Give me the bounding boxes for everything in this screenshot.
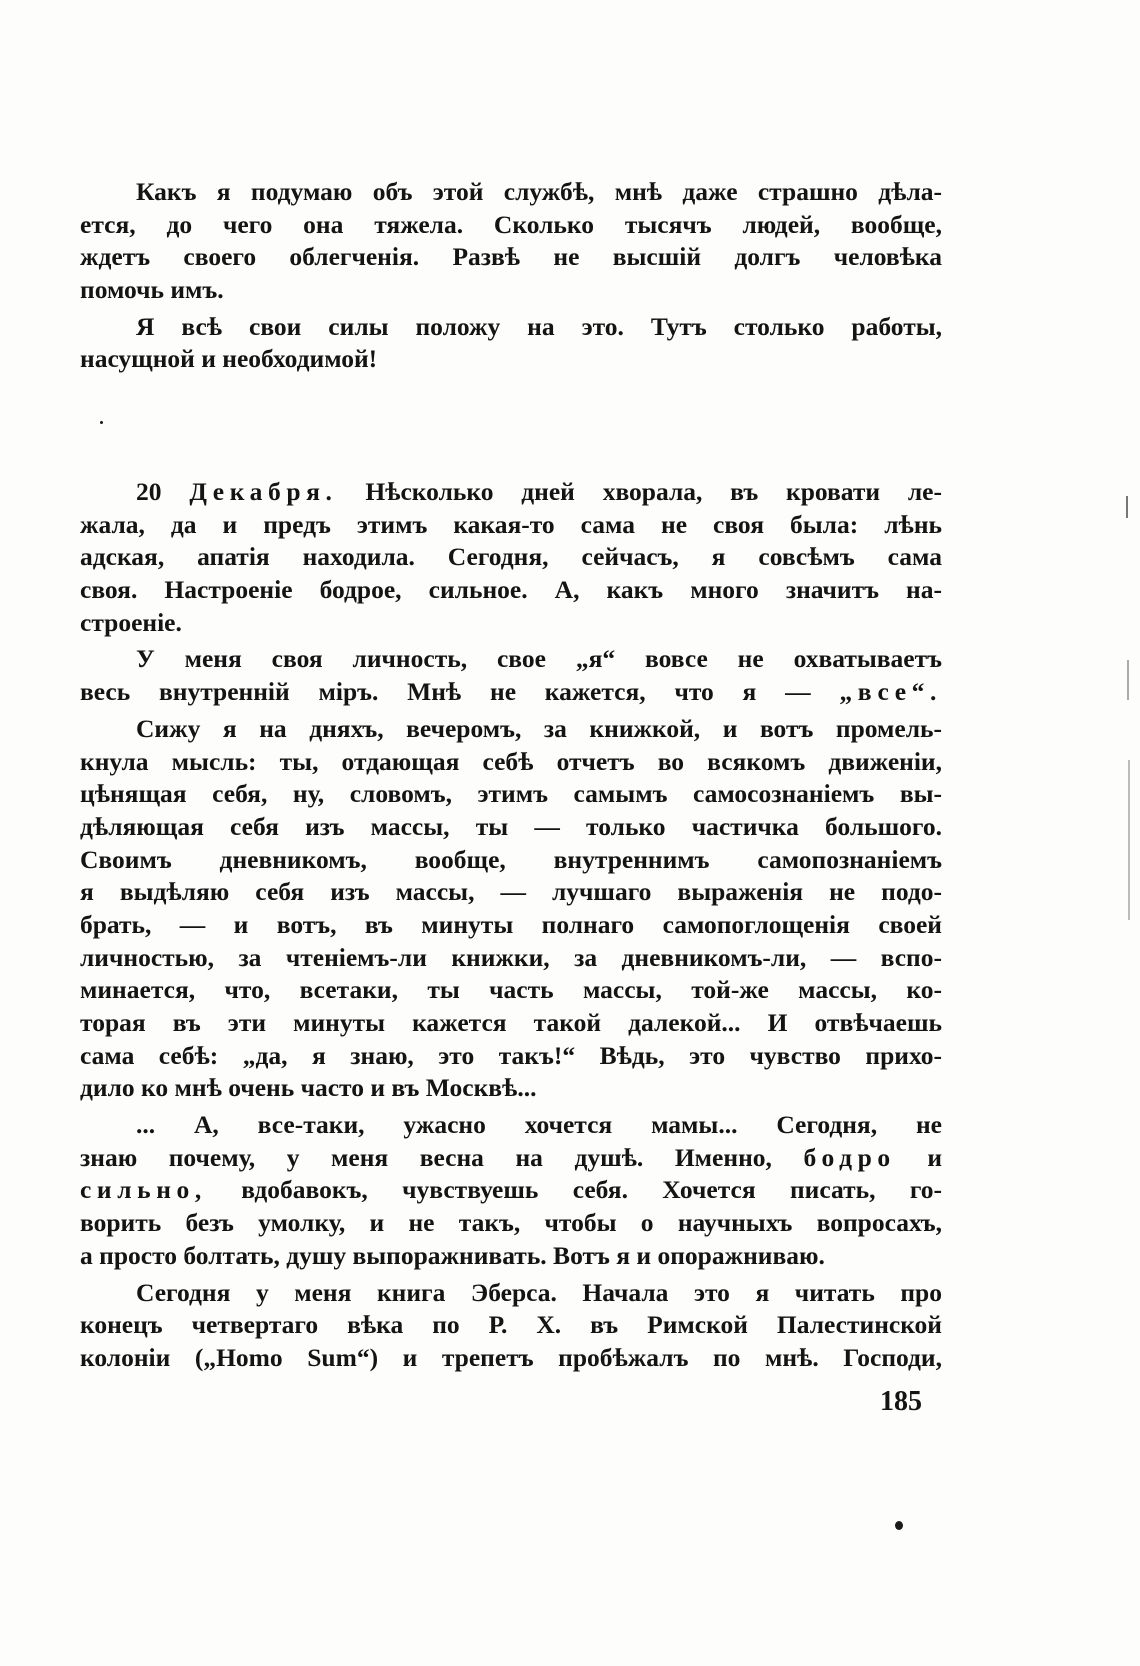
text-line: У меня своя личность, свое „я“ вовсе не охватываетъ [136, 644, 942, 674]
emphasized-word: сильно, [80, 1175, 207, 1205]
text-line: строеніе. [80, 607, 182, 637]
text-line-vse [80, 676, 942, 709]
diary-entry-december-20 [80, 476, 942, 1375]
scan-edge-mark [1128, 760, 1130, 920]
text-line: ется, до чего она тяжела. Сколько тысячъ людей, вообще, [80, 209, 942, 239]
text-line: а просто болтать, душу выпоражнивать. Вотъ я и опоражниваю. [80, 1240, 825, 1270]
text-line: Какъ я подумаю объ этой службѣ, мнѣ даже страшно дѣла- [136, 177, 942, 206]
text-line: Сегодня у меня книга Эберса. Начала это я читать про [136, 1277, 942, 1307]
text-fragment: вдобавокъ, чувствуешь себя. Хочется писать, го- [241, 1175, 943, 1205]
page-number: 185 [880, 1386, 922, 1417]
text-fragment: и [927, 1142, 943, 1172]
emphasized-word: бодро [803, 1142, 896, 1172]
text-line: ждетъ своего облегченія. Развѣ не высшій долгъ человѣка [80, 242, 942, 272]
text-line: сама себѣ: „да, я знаю, это такъ!“ Вѣдь, это чувство прихо- [80, 1040, 942, 1070]
text-line: личностью, за чтеніемъ-ли книжки, за дневникомъ-ли, — вспо- [80, 942, 942, 972]
text-line: цѣнящая себя, ну, словомъ, этимъ самымъ самосознаніемъ вы- [80, 779, 942, 809]
text-line: помочь имъ. [80, 275, 224, 305]
text-line: Своимъ дневникомъ, вообще, внутреннимъ самопознаніемъ [80, 844, 942, 874]
text-line: брать, — и вотъ, въ минуты полнаго самопоглощенія своей [80, 909, 942, 939]
entry-first-line-text: Нѣсколько дней хворала, въ кровати ле- [365, 477, 942, 506]
text-line: дѣляющая себя изъ массы, ты — только частичка большого. [80, 811, 942, 841]
text-fragment: весь внутренній міръ. Мнѣ не кажется, что я — [80, 677, 811, 707]
text-line: насущной и необходимой! [80, 344, 378, 374]
scan-edge-mark [1126, 496, 1128, 518]
text-line: дило ко мнѣ очень часто и въ Москвѣ... [80, 1073, 537, 1103]
text-line: своя. Настроеніе бодрое, сильное. А, какъ много значитъ на- [80, 575, 942, 605]
text-line: Сижу я на дняхъ, вечеромъ, за книжкой, и вотъ промель- [136, 713, 942, 743]
entry-date: 20 [136, 477, 162, 506]
scan-edge-mark [1127, 660, 1129, 700]
emphasized-word: „все“. [839, 677, 943, 707]
text-line: торая въ эти минуты кажется такой далекой... И отвѣчаешь [80, 1008, 942, 1037]
text-line: колоніи („Homo Sum“) и трепетъ пробѣжалъ по мнѣ. Господи, [80, 1342, 942, 1372]
text-line: Я всѣ свои силы положу на это. Тутъ столько работы, [136, 311, 942, 341]
text-line: ворить безъ умолку, и не такъ, чтобы о научныхъ вопросахъ, [80, 1208, 942, 1238]
ink-speck [100, 421, 103, 424]
ink-speck [895, 1521, 903, 1530]
text-line: ... А, все-таки, ужасно хочется мамы... Сегодня, не [136, 1110, 942, 1140]
text-line: минается, что, всетаки, ты часть массы, той-же массы, ко- [80, 975, 942, 1005]
text-line-silno [80, 1174, 942, 1207]
text-line: жала, да и предъ этимъ какая-то сама не своя была: лѣнь [80, 509, 942, 539]
diary-passage-1 [80, 176, 942, 376]
text-line: адская, апатія находила. Сегодня, сейчасъ, я совсѣмъ сама [80, 542, 942, 572]
text-line: я выдѣляю себя изъ массы, — лучшаго выраженія не подо- [80, 877, 942, 907]
text-line: конецъ четвертаго вѣка по Р. Х. въ Римской Палестинской [80, 1310, 942, 1340]
text-line-bodro [80, 1142, 942, 1175]
entry-heading-line [80, 476, 942, 509]
entry-month: Декабря. [189, 477, 338, 506]
text-fragment: знаю почему, у меня весна на душѣ. Именно, [80, 1142, 772, 1172]
text-line: кнула мысль: ты, отдающая себѣ отчетъ во всякомъ движеніи, [80, 746, 942, 776]
